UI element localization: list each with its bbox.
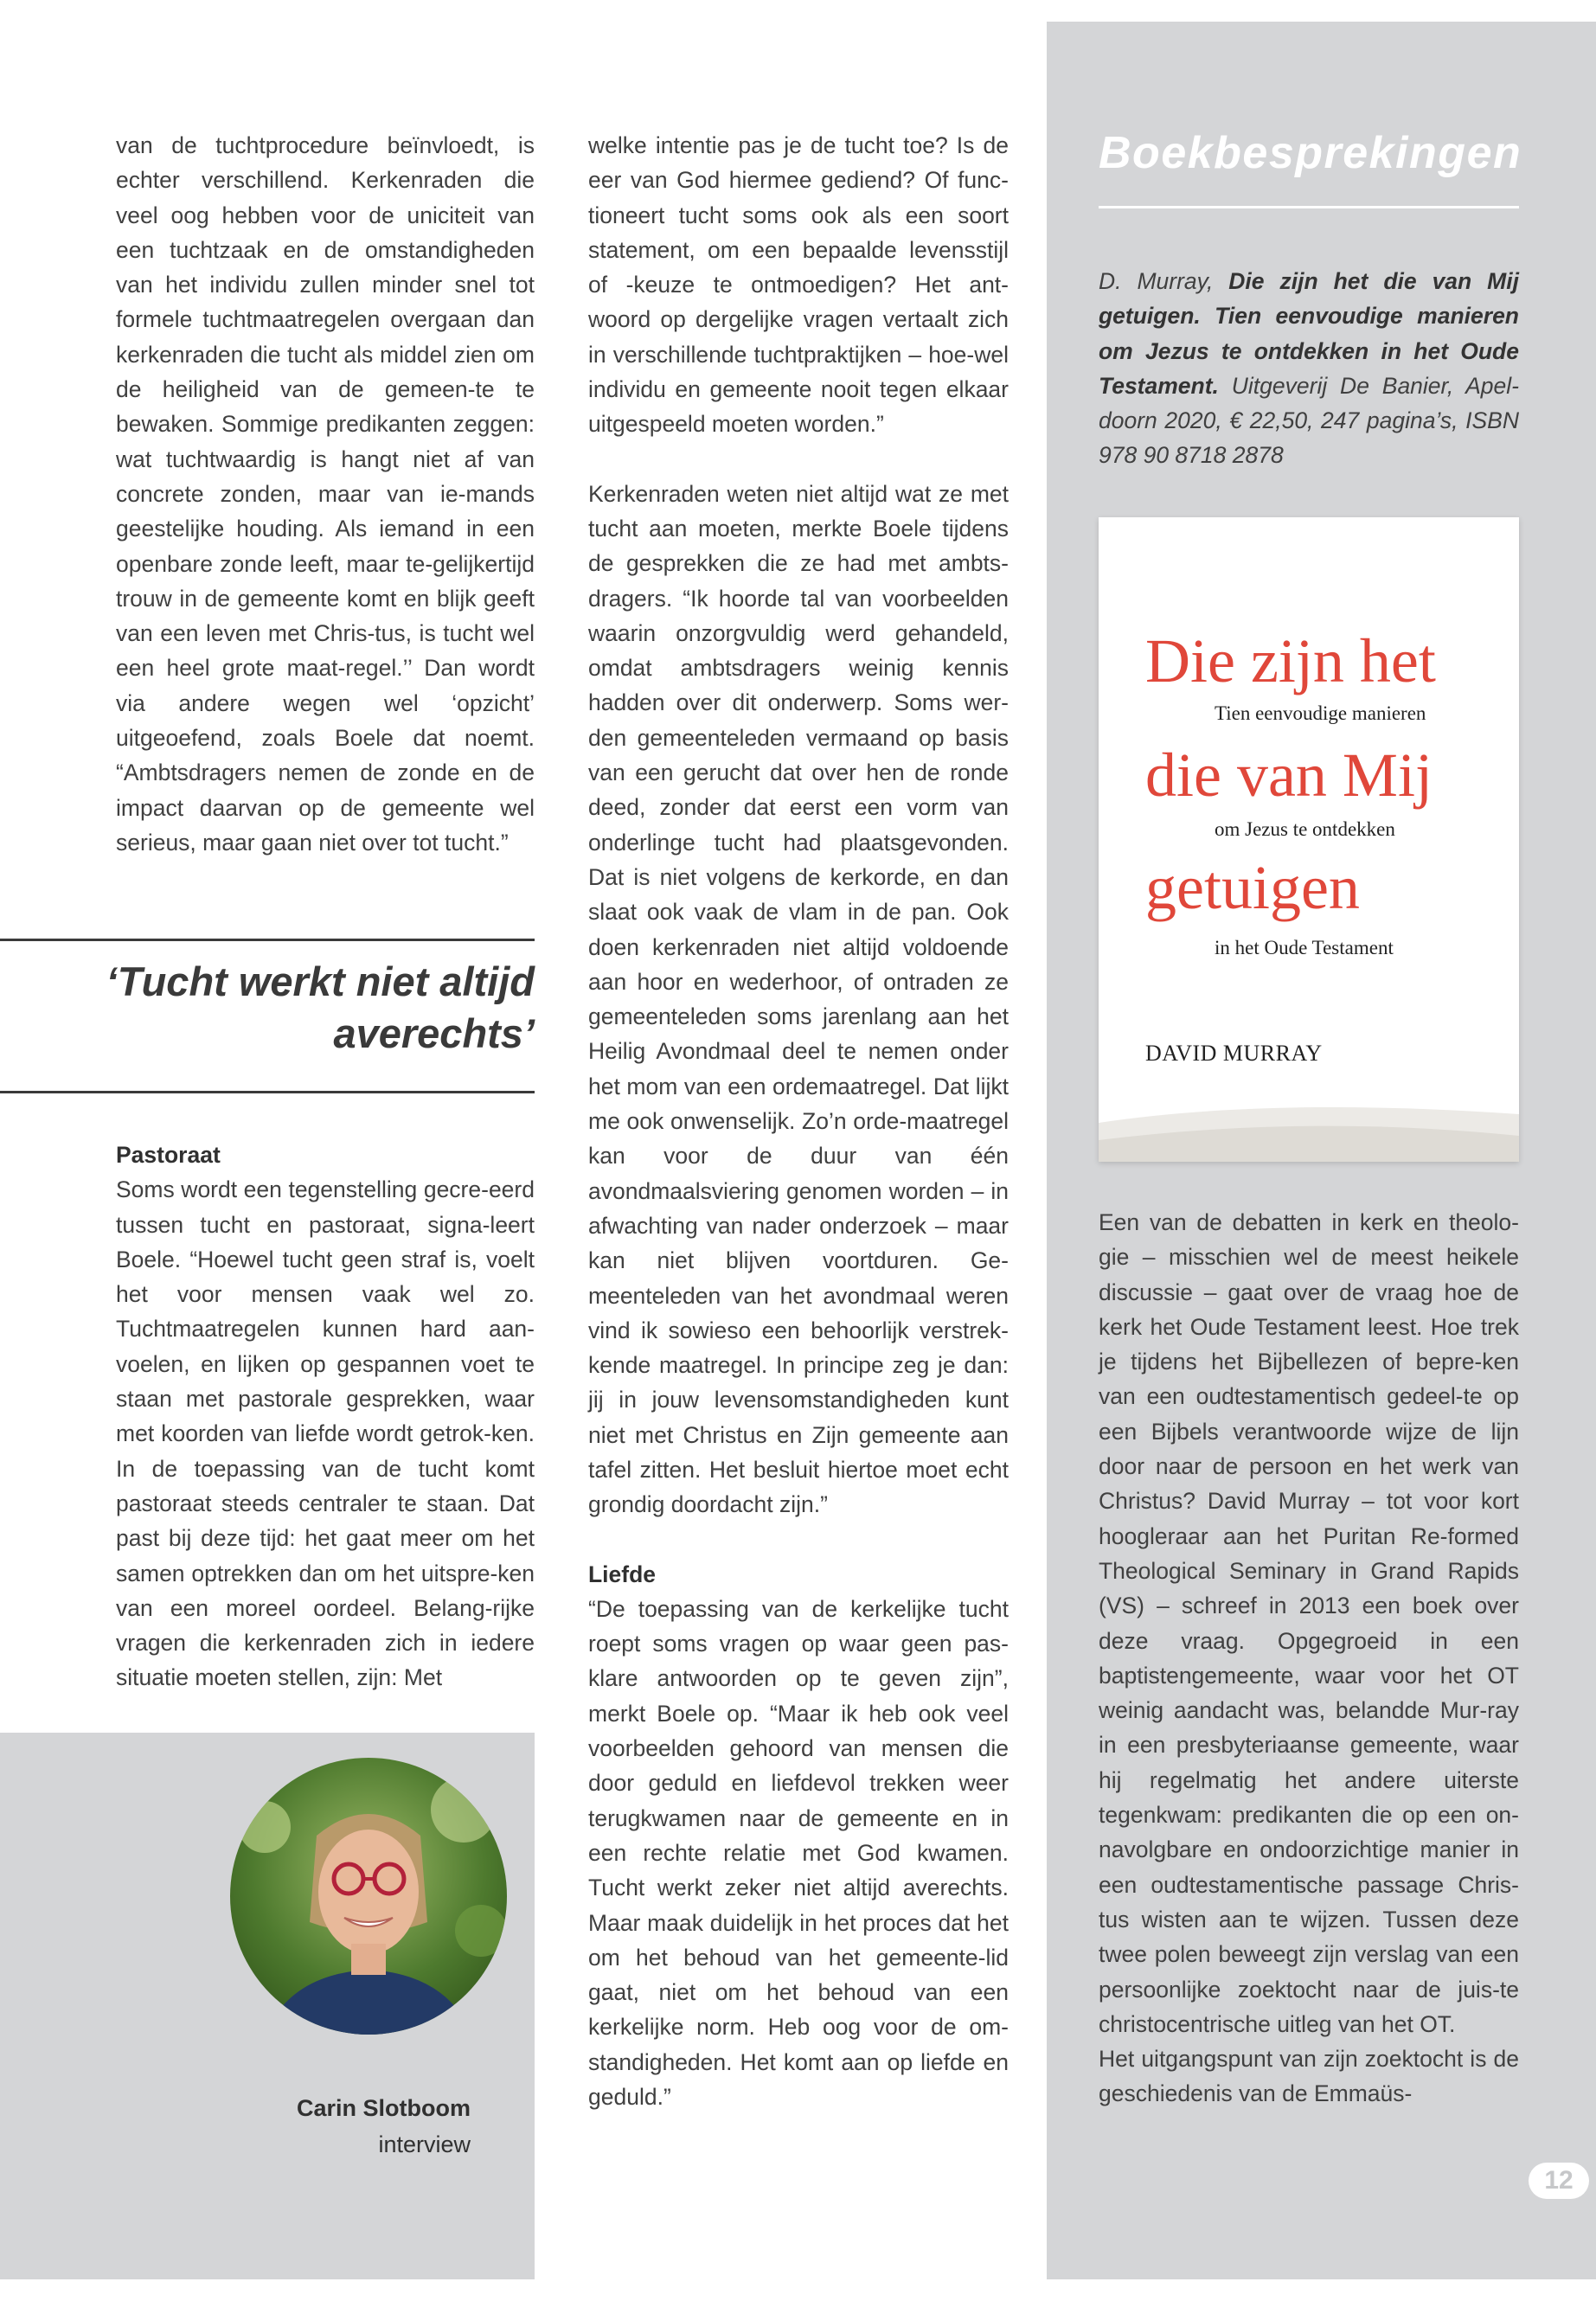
cover-subtitle-2: om Jezus te ontdekken <box>1215 818 1395 840</box>
book-info <box>1099 264 1519 473</box>
column-2-paragraph-2: Kerkenraden weten niet altijd wat ze met tucht aan moeten, merkte Boele tijdens de gesprekken die ze had met ambts-dragers. “Ik hoorde tal van voorbeelden waarin onzorgvuldig werd gehandeld, omdat ambtsdragers weinig kennis hadden over dit onderwerp. Soms wer-den gemeenteleden vermaand op basis van een gerucht dat over hen de ronde deed, zonder dat eerst een vorm van onderlinge tucht had plaatsgevonden. Dat is niet volgens de kerkorde, en dan slaat ook vaak de vlam in de pan. Ook doen kerkenraden niet altijd voldoende aan hoor en wederhoor, of ontraden ze gemeenteleden soms jarenlang aan het Heilig Avondmaal deel te nemen onder het mom van een ordemaatregel. Dat lijkt me ook onwenselijk. Zo’n orde-maatregel kan voor de duur van één avondmaalsviering genomen worden – in afwachting van nader onderzoek – maar kan niet blijven voortduren. Ge-meenteleden van het avondmaal weren vind ik sowieso een behoorlijk verstrek-kende maatregel. In principe zeg je dan: jij in jouw levensomstandigheden kunt niet met Christus en Zijn gemeente aan tafel zitten. Het besluit hiertoe moet echt grondig doordacht zijn.” <box>588 480 1009 1518</box>
heading-rule <box>1099 206 1519 208</box>
pullquote: ‘Tucht werkt niet altijd averechts’ <box>106 958 535 1056</box>
book-title: Die zijn het die van Mij getuigen. Tien eenvoudige manieren om Jezus te ontdekken in het Oude Testament. <box>1099 268 1519 399</box>
author-photo <box>230 1758 507 2035</box>
subheading-liefde: Liefde <box>588 1561 657 1587</box>
section-heading: Boekbesprekingen <box>1099 128 1522 178</box>
subheading-pastoraat: Pastoraat <box>116 1142 221 1168</box>
column-1-paragraph-2: Soms wordt een tegenstelling gecre-eerd tussen tucht en pastoraat, signa-leert Boele. “Hoewel tucht geen straf is, voelt het voor mensen vaak wel zo. Tuchtmaatregelen kunnen hard aan-voelen, en lijken op gespannen voet te staan met pastorale gesprekken, waar met koorden van liefde wordt getrok-ken. In de toepassing van de tucht komt pastoraat steeds centraler te staan. Dat past bij deze tijd: het gaat meer om het samen optrekken dan om het uitspre-ken van een moreel oordeel. Belang-rijke vragen die kerkenraden zich in iedere situatie moeten stellen, zijn: Met <box>116 1176 535 1691</box>
cover-title-line-2: die van Mij <box>1145 740 1433 810</box>
column-2-paragraph-3: “De toepassing van de kerkelijke tucht roept soms vragen op waar geen pas-klare antwoorden op te geven zijn”, merkt Boele op. “Maar ik heb ook veel voorbeelden gehoord van mensen die door geduld en liefdevol trekken weer terugkwamen naar de gemeente en in een rechte relatie met God kwamen. Tucht werkt zeker niet altijd averechts. Maar maak duidelijk in het proces dat het om het behoud van het gemeente-lid gaat, niet om het behoud van een kerkelijke norm. Heb oog voor de om-standigheden. Het komt aan op liefde en geduld.” <box>588 1595 1009 2111</box>
page-number: 12 <box>1529 2163 1589 2199</box>
credit-role: interview <box>378 2131 471 2157</box>
cover-title-line-1: Die zijn het <box>1145 626 1436 695</box>
column-1 <box>116 128 535 860</box>
author-photo-image <box>230 1758 507 2035</box>
column-1-paragraph: van de tuchtprocedure beïnvloedt, is echter verschillend. Kerkenraden die veel oog hebben voor de uniciteit van een tuchtzaak en de omstandigheden van het individu zullen minder snel tot formele tuchtmaatregelen overgaan dan kerkenraden die tucht als middel zien om de heiligheid van de gemeen-te te bewaken. Sommige predikanten zeggen: wat tuchtwaardig is hangt niet af van concrete zonden, maar van ie-mands geestelijke houding. Als iemand in een openbare zonde leeft, maar te-gelijkertijd trouw in de gemeente komt en blijk geeft van een leven met Chris-tus, is tucht wel een heel grote maat-regel.’’ Dan wordt via andere wegen wel ‘opzicht’ uitgeoefend, zoals Boele dat noemt. “Ambtsdragers nemen de zonde en de impact daarvan op de gemeente wel serieus, maar gaan niet over tot tucht.” <box>116 132 535 856</box>
column-3-review <box>1099 1205 1519 2112</box>
cover-author: DAVID MURRAY <box>1145 1041 1323 1066</box>
cover-subtitle-1: Tien eenvoudige manieren <box>1215 702 1426 724</box>
credit-name: Carin Slotboom <box>297 2095 471 2121</box>
review-paragraph-1: Een van de debatten in kerk en theolo-gie – misschien wel de meest heikele discussie – gaat over de vraag hoe de kerk het Oude Testament leest. Hoe trek je tijdens het Bijbellezen of bepre-ken van een oudtestamentisch gedeel-te op een Bijbels verantwoorde wijze de lijn door naar de persoon en het werk van Christus? David Murray – tot voor kort hoogleraar aan het Puritan Re-formed Theological Seminary in Grand Rapids (VS) – schreef in 2013 een boek over deze vraag. Opgegroeid in een baptistengemeente, waar voor het OT weinig aandacht was, belandde Mur-ray in een presbyteriaanse gemeente, waar hij regelmatig het andere uiterste tegenkwam: predikanten die op een on-navolgbare en ondoorzichtige manier in een oudtestamentische passage Chris-tus wisten aan te wijzen. Tussen deze twee polen beweegt zijn verslag van een persoonlijke zoektocht naar de juis-te christocentrische uitleg van het OT. <box>1099 1209 1519 2037</box>
column-1-lower <box>116 1138 535 1695</box>
review-paragraph-2: Het uitgangspunt van zijn zoektocht is de geschiedenis van de Emmaüs- <box>1099 2046 1519 2107</box>
pullquote-bottom-rule <box>0 1091 535 1093</box>
book-author: D. Murray, <box>1099 268 1214 294</box>
cover-swoosh <box>1099 1088 1519 1162</box>
pullquote-top-rule <box>0 939 535 941</box>
book-cover <box>1099 517 1519 1162</box>
column-2-paragraph-1: welke intentie pas je de tucht toe? Is de eer van God hiermee gediend? Of func-tioneert tucht soms ook als een soort statement, om een bepaalde levensstijl of -keuze te ontmoedigen? Het ant-woord op dergelijke vragen vertaalt zich in verschillende tuchtpraktijken – hoe-wel individu en gemeente nooit tegen elkaar uitgespeeld moeten worden.” <box>588 132 1009 438</box>
cover-title-line-3: getuigen <box>1145 853 1360 922</box>
column-2 <box>588 128 1009 2114</box>
cover-subtitle-3: in het Oude Testament <box>1215 937 1394 958</box>
book-details: Uitgeverij De Banier, Apel-doorn 2020, € 22,50, 247 pagina’s, ISBN 978 90 8718 2878 <box>1099 372 1519 469</box>
